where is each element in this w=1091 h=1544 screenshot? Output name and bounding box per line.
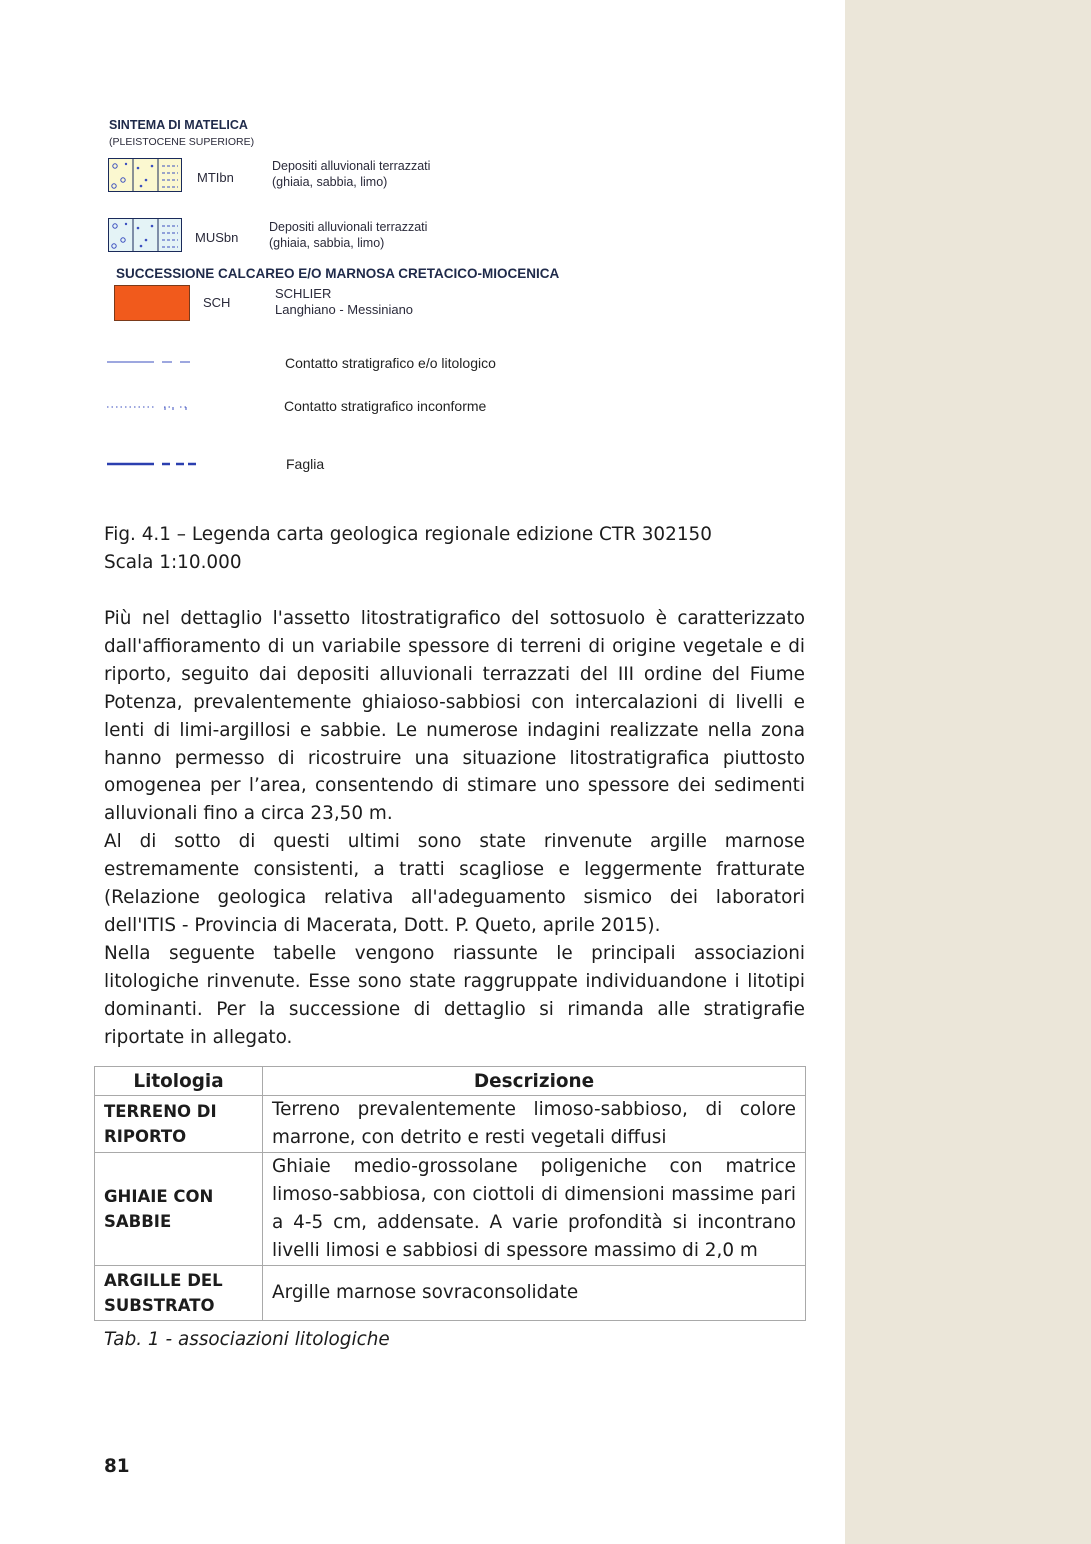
column-header-descrizione: Descrizione [263, 1067, 806, 1096]
unit-description-line: Depositi alluvionali terrazzati [272, 159, 431, 173]
unit-description-line: (ghiaia, sabbia, limo) [272, 175, 388, 189]
lithology-name-line: RIPORTO [104, 1127, 187, 1146]
lithology-name [95, 1153, 263, 1266]
lithology-name-line: SABBIE [104, 1212, 172, 1231]
unit-code: MUSbn [195, 230, 239, 245]
unit-age: Langhiano - Messiniano [275, 302, 414, 317]
page-margin-band [845, 0, 1091, 1544]
paragraph: Nella seguente tabelle vengono riassunte le principali associazioni litologiche rinvenute. Esse sono state raggruppate individuandone i litotipi dominanti. Per la successione di dettaglio si rimanda alle stratigrafie riportate in allegato. [104, 942, 805, 1048]
alluvial-deposit-swatch [108, 218, 182, 252]
unit-description-line: Depositi alluvionali terrazzati [269, 220, 428, 234]
lithology-name [95, 1096, 263, 1153]
paragraph: Al di sotto di questi ultimi sono state rinvenute argille marnose estremamente consistenti, a tratti scagliose e leggermente fratturate (Relazione geologica relativa all'adeguamento sismico dei laboratori dell'ITIS - Provincia di Macerata, Dott. P. Queto, aprile 2015). [104, 831, 805, 936]
lithology-description: Argille marnose sovraconsolidate [263, 1266, 806, 1321]
unconformable-contact-symbol [106, 400, 196, 414]
table-row [95, 1096, 806, 1153]
table-header-row [95, 1067, 806, 1096]
unit-code: MTIbn [197, 170, 234, 185]
lithology-description: Ghiaie medio-grossolane poligeniche con matrice limoso-sabbiosa, con ciottoli di dimensioni massime pari a 4-5 cm, addensate. A varie profondità si incontrano livelli limosi e sabbiosi di spessore massimo di 2,0 m [263, 1153, 806, 1266]
legend-line-label: Contatto stratigrafico inconforme [284, 398, 487, 414]
unit-description [269, 219, 427, 251]
figure-caption-scale: Scala 1:10.000 [104, 552, 242, 573]
unit-description [275, 286, 413, 318]
legend-group-subtitle: (PLEISTOCENE SUPERIORE) [109, 136, 255, 148]
table-caption: Tab. 1 - associazioni litologiche [104, 1329, 390, 1350]
paragraph: Più nel dettaglio l'assetto litostratigrafico del sottosuolo è caratterizzato dall'affioramento di un variabile spessore di terreni di origine vegetale e di riporto, seguito dai depositi alluvionali terrazzati del III ordine del Fiume Potenza, prevalentemente ghiaioso-sabbiosi con intercalazioni di livelli e lenti di limi-argillosi e sabbie. Le numerose indagini realizzate nella zona hanno permesso di ricostruire una situazione litostratigrafica piuttosto omogenea per l’area, consentendo di stimare uno spessore dei sedimenti alluvionali fino a circa 23,50 m. [104, 608, 805, 825]
contact-line-symbol [106, 355, 196, 369]
lithology-name-line: GHIAIE CON [104, 1187, 214, 1206]
legend-line-label: Faglia [286, 456, 325, 472]
legend-line-label: Contatto stratigrafico e/o litologico [285, 355, 496, 371]
column-header-litologia: Litologia [95, 1067, 263, 1096]
fault-line-symbol [106, 457, 196, 471]
unit-description [272, 158, 430, 190]
lithology-name-line: ARGILLE DEL [104, 1271, 223, 1290]
lithology-table [94, 1066, 806, 1321]
lithology-name [95, 1266, 263, 1321]
geologic-legend-figure [0, 0, 845, 500]
unit-name: SCHLIER [275, 286, 332, 301]
table-row [95, 1266, 806, 1321]
figure-caption-title: Fig. 4.1 – Legenda carta geologica regionale edizione CTR 302150 [104, 524, 712, 545]
lithology-description: Terreno prevalentemente limoso-sabbioso, di colore marrone, con detrito e resti vegetali diffusi [263, 1096, 806, 1153]
unit-description-line: (ghiaia, sabbia, limo) [269, 236, 385, 250]
schlier-swatch [114, 285, 190, 321]
page-number: 81 [104, 1456, 130, 1477]
lithology-name-line: TERRENO DI [104, 1102, 217, 1121]
body-text [104, 605, 805, 1052]
figure-caption [104, 521, 712, 577]
alluvial-deposit-swatch [108, 158, 182, 192]
legend-group-title: SINTEMA DI MATELICA [109, 118, 248, 132]
lithology-name-line: SUBSTRATO [104, 1296, 215, 1315]
table-row [95, 1153, 806, 1266]
legend-group-title: SUCCESSIONE CALCAREO E/O MARNOSA CRETACICO-MIOCENICA [116, 266, 560, 281]
unit-code: SCH [203, 295, 231, 310]
